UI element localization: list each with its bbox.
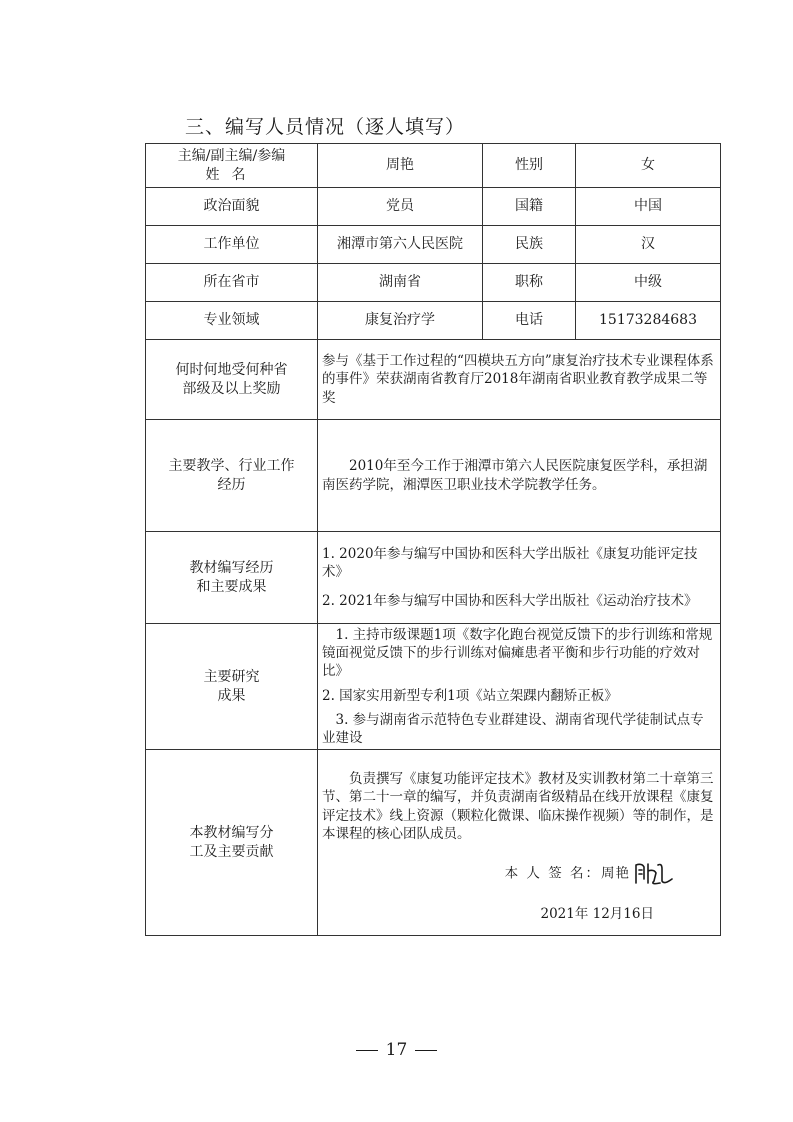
nationality-value: 中国 <box>576 188 721 226</box>
ethnicity-value: 汉 <box>576 226 721 264</box>
research-label: 主要研究成果 <box>146 624 318 750</box>
signature-date: 2021年 12月16日 <box>540 906 654 923</box>
experience-label: 主要教学、行业工作经历 <box>146 420 318 532</box>
province-value: 湖南省 <box>318 264 483 302</box>
contribution-label: 本教材编写分工及主要贡献 <box>146 750 318 936</box>
signature-label: 本 人 签 名： <box>504 865 601 882</box>
signature-name: 周艳 <box>601 865 630 882</box>
phone-value: 15173284683 <box>576 302 721 340</box>
role-label-cell <box>146 144 318 188</box>
signature-line <box>322 861 716 887</box>
textbooks-cell <box>318 532 721 624</box>
awards-label: 何时何地受何种省部级及以上奖励 <box>146 340 318 420</box>
handwritten-signature-icon <box>632 861 676 887</box>
research-cell <box>318 624 721 750</box>
research-item: 1. 主持市级课题1项《数字化跑台视觉反馈下的步行训练和常规镜面视觉反馈下的步行训练对偏瘫患者平衡和步行功能的疗效对比》 <box>322 627 713 680</box>
research-item: 2. 国家实用新型专利1项《站立架踝内翻矫正板》 <box>322 687 618 704</box>
textbooks-label: 教材编写经历和主要成果 <box>146 532 318 624</box>
textbook-item: 1. 2020年参与编写中国协和医科大学出版社《康复功能评定技术》 <box>322 546 698 581</box>
field-value: 康复治疗学 <box>318 302 483 340</box>
page-dash-right <box>415 1050 437 1052</box>
page-dash-left <box>356 1050 378 1052</box>
nationality-label: 国籍 <box>483 188 576 226</box>
title-label: 职称 <box>483 264 576 302</box>
experience-cell <box>318 420 721 532</box>
row-awards <box>146 340 721 420</box>
research-item: 3. 参与湖南省示范特色专业群建设、湖南省现代学徒制试点专业建设 <box>322 711 704 747</box>
page-number-text: 17 <box>385 1040 408 1060</box>
row-field <box>146 302 721 340</box>
row-experience <box>146 420 721 532</box>
gender-value: 女 <box>576 144 721 188</box>
contribution-text: 负责撰写《康复功能评定技术》教材及实训教材第二十章第三节、第二十一章的编写，并负责湖南省级精品在线开放课程《康复评定技术》线上资源（颗粒化微课、临床操作视频）等的制作，是本课程的核心团队成员。 <box>322 771 714 842</box>
title-value: 中级 <box>576 264 721 302</box>
row-political <box>146 188 721 226</box>
name-value: 周艳 <box>318 144 483 188</box>
row-province <box>146 264 721 302</box>
awards-text: 参与《基于工作过程的“四模块五方向”康复治疗技术专业课程体系的事件》荣获湖南省教育厅2018年湖南省职业教育教学成果二等奖 <box>318 340 721 420</box>
phone-label: 电话 <box>483 302 576 340</box>
experience-text: 2010年至今工作于湘潭市第六人民医院康复医学科，承担湖南医药学院，湘潭医卫职业技术学院教学任务。 <box>322 458 708 493</box>
province-label: 所在省市 <box>146 264 318 302</box>
section-title: 三、编写人员情况（逐人填写） <box>185 116 466 138</box>
row-name <box>146 144 721 188</box>
author-info-table <box>145 143 721 936</box>
field-label: 专业领域 <box>146 302 318 340</box>
page-number <box>0 1040 793 1060</box>
textbook-item: 2. 2021年参与编写中国协和医科大学出版社《运动治疗技术》 <box>322 592 698 609</box>
role-label-line1: 主编/副主编/参编 <box>177 147 286 164</box>
row-employer <box>146 226 721 264</box>
employer-label: 工作单位 <box>146 226 318 264</box>
ethnicity-label: 民族 <box>483 226 576 264</box>
gender-label: 性别 <box>483 144 576 188</box>
contribution-cell <box>318 750 721 936</box>
row-contribution <box>146 750 721 936</box>
political-label: 政治面貌 <box>146 188 318 226</box>
employer-value: 湘潭市第六人民医院 <box>318 226 483 264</box>
role-label-line2: 姓名 <box>205 166 258 183</box>
row-textbooks <box>146 532 721 624</box>
political-value: 党员 <box>318 188 483 226</box>
row-research <box>146 624 721 750</box>
